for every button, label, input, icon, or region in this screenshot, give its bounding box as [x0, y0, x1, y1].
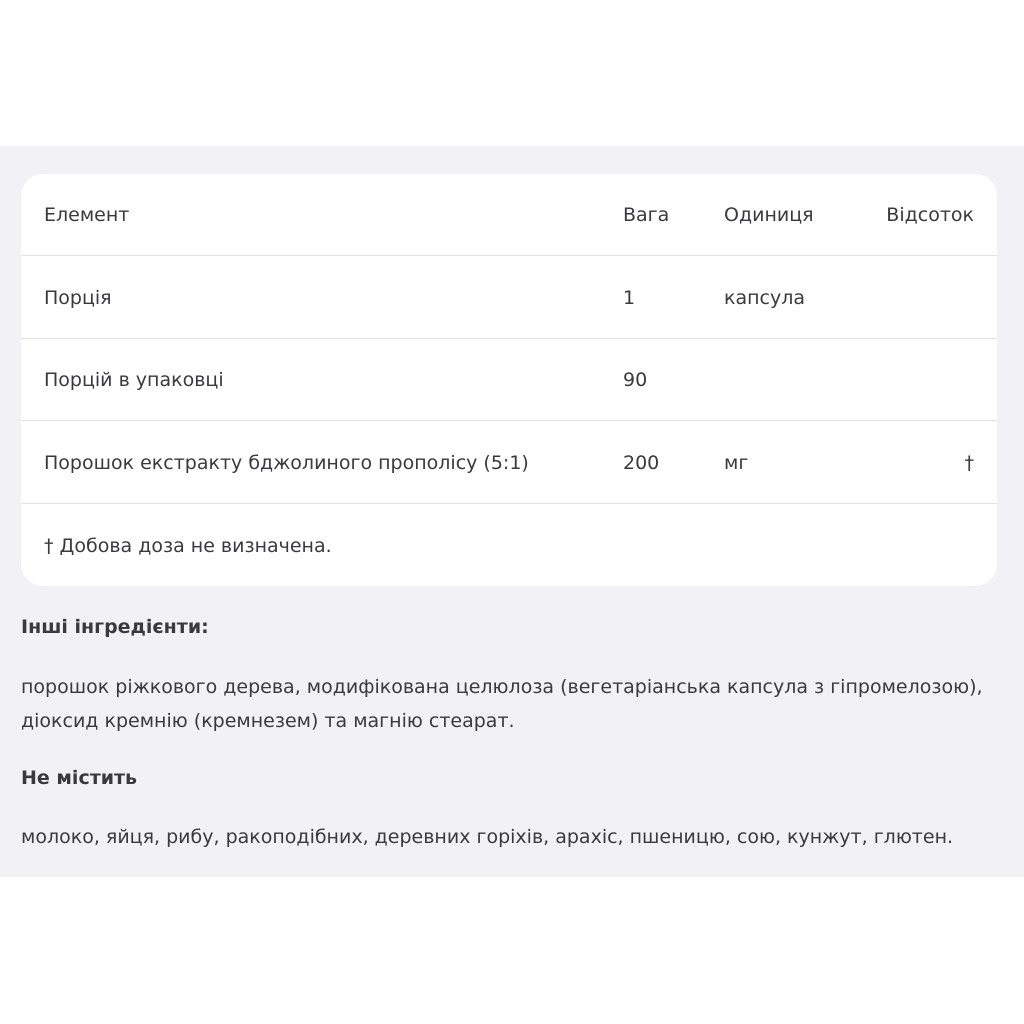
- table-footnote-row: [21, 505, 997, 586]
- row-weight: 200: [623, 452, 660, 474]
- table-header-row: [21, 174, 997, 256]
- header-percent: Відсоток: [886, 204, 974, 226]
- other-ingredients-heading: Інші інгредієнти:: [21, 616, 209, 638]
- row-name: Порцій в упаковці: [44, 369, 224, 391]
- row-weight: 1: [623, 287, 636, 309]
- header-unit: Одиниця: [724, 204, 814, 226]
- row-name: Порошок екстракту бджолиного прополісу (5:1): [44, 452, 529, 474]
- row-weight: 90: [623, 369, 648, 391]
- header-weight: Вага: [623, 204, 670, 226]
- free-from-heading: Не містить: [21, 767, 138, 789]
- free-from-text: молоко, яйця, рибу, ракоподібних, деревних горіхів, арахіс, пшеницю, сою, кунжут, глютен.: [21, 826, 954, 848]
- row-unit: мг: [724, 452, 749, 474]
- row-percent: †: [964, 452, 974, 474]
- row-unit: капсула: [724, 287, 806, 309]
- content-panel: [0, 146, 1024, 877]
- nutrition-table: [21, 174, 997, 586]
- row-name: Порція: [44, 287, 112, 309]
- table-row: [21, 422, 997, 504]
- other-ingredients-text: порошок ріжкового дерева, модифікована целюлоза (вегетаріанська капсула з гіпромелозою), діоксид кремнію (кремнезем) та магнію стеарат.: [21, 676, 983, 732]
- table-row: [21, 339, 997, 421]
- table-footnote: † Добова доза не визначена.: [44, 535, 332, 557]
- table-row: [21, 257, 997, 339]
- header-element: Елемент: [44, 204, 130, 226]
